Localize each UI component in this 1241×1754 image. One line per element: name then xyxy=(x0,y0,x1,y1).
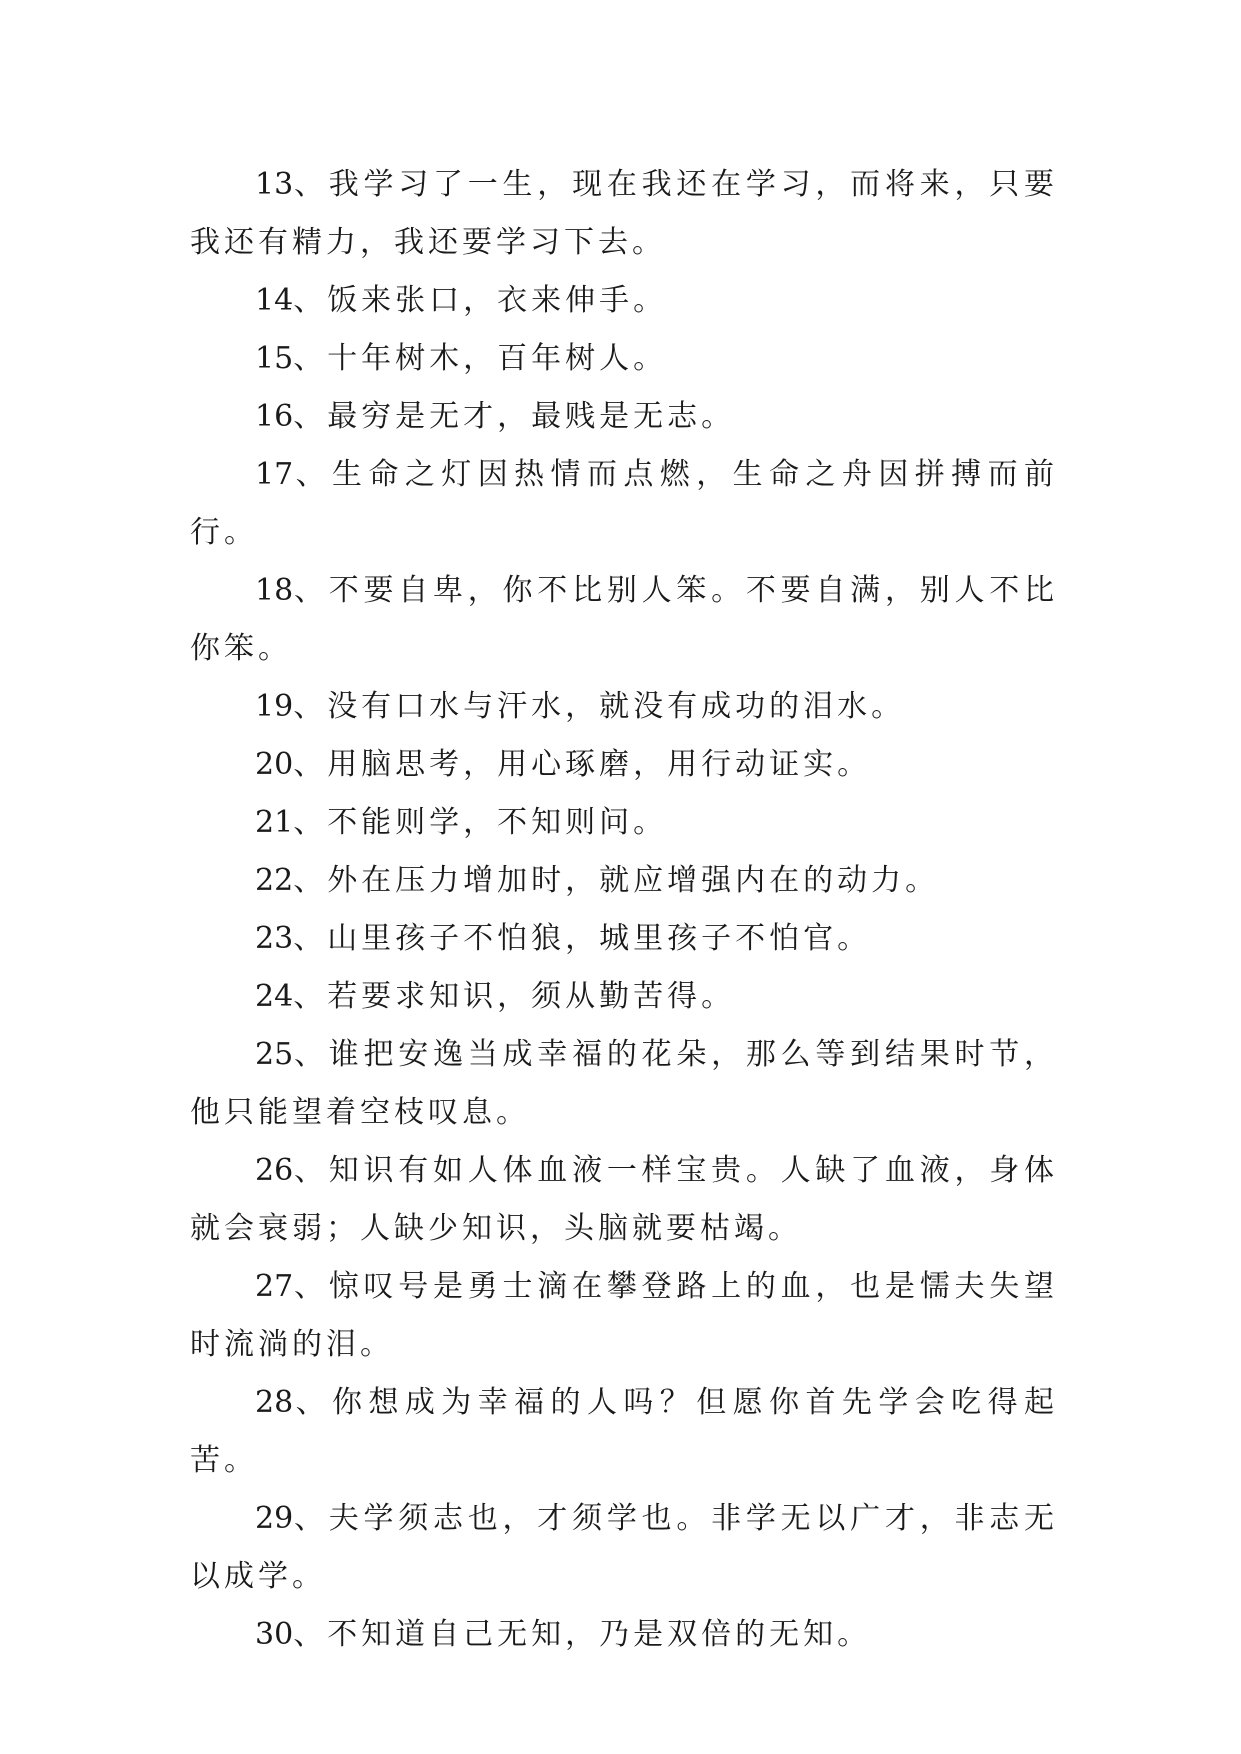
list-item: 16、最穷是无才，最贱是无志。 xyxy=(255,399,736,434)
item-text: 惊叹号是勇士滴在攀登路上的血，也是懦夫失望时流淌的泪。 xyxy=(190,1269,1059,1362)
list-item: 13、我学习了一生，现在我还在学习，而将来，只要我还有精力，我还要学习下去。 xyxy=(190,167,1059,260)
item-text: 不知道自己无知，乃是双倍的无知。 xyxy=(327,1617,872,1652)
list-item: 24、若要求知识，须从勤苦得。 xyxy=(255,979,736,1014)
list-item: 22、外在压力增加时，就应增强内在的动力。 xyxy=(255,863,940,898)
list-item: 25、谁把安逸当成幸福的花朵，那么等到结果时节，他只能望着空枝叹息。 xyxy=(190,1037,1059,1130)
item-text: 你想成为幸福的人吗？但愿你首先学会吃得起苦。 xyxy=(190,1385,1059,1478)
item-text: 十年树木，百年树人。 xyxy=(327,341,668,376)
item-text: 外在压力增加时，就应增强内在的动力。 xyxy=(327,863,940,898)
item-number: 19 xyxy=(255,689,294,724)
list-item: 21、不能则学，不知则问。 xyxy=(255,805,668,840)
item-number: 22 xyxy=(255,863,294,898)
item-number: 14 xyxy=(255,283,294,318)
item-number: 20 xyxy=(255,747,294,782)
item-number: 18 xyxy=(255,573,294,608)
item-text: 最穷是无才，最贱是无志。 xyxy=(327,399,736,434)
item-number: 30 xyxy=(255,1617,294,1652)
item-number: 26 xyxy=(255,1153,294,1188)
list-item: 19、没有口水与汗水，就没有成功的泪水。 xyxy=(255,689,906,724)
item-text: 谁把安逸当成幸福的花朵，那么等到结果时节，他只能望着空枝叹息。 xyxy=(190,1037,1059,1130)
item-text: 不能则学，不知则问。 xyxy=(327,805,668,840)
item-text: 不要自卑，你不比别人笨。不要自满，别人不比你笨。 xyxy=(190,573,1059,666)
item-text: 山里孩子不怕狼，城里孩子不怕官。 xyxy=(327,921,872,956)
item-number: 21 xyxy=(255,805,294,840)
item-number: 23 xyxy=(255,921,294,956)
item-number: 25 xyxy=(255,1037,294,1072)
item-text: 饭来张口，衣来伸手。 xyxy=(327,283,668,318)
item-text: 生命之灯因热情而点燃，生命之舟因拼搏而前行。 xyxy=(190,457,1059,550)
item-number: 17 xyxy=(255,457,294,492)
item-text: 知识有如人体血液一样宝贵。人缺了血液，身体就会衰弱；人缺少知识，头脑就要枯竭。 xyxy=(190,1153,1059,1246)
list-item: 15、十年树木，百年树人。 xyxy=(255,341,668,376)
list-item: 14、饭来张口，衣来伸手。 xyxy=(255,283,668,318)
item-number: 15 xyxy=(255,341,294,376)
list-item: 27、惊叹号是勇士滴在攀登路上的血，也是懦夫失望时流淌的泪。 xyxy=(190,1269,1059,1362)
list-item: 18、不要自卑，你不比别人笨。不要自满，别人不比你笨。 xyxy=(190,573,1059,666)
list-item: 30、不知道自己无知，乃是双倍的无知。 xyxy=(255,1617,872,1652)
item-text: 我学习了一生，现在我还在学习，而将来，只要我还有精力，我还要学习下去。 xyxy=(190,167,1059,260)
list-item: 20、用脑思考，用心琢磨，用行动证实。 xyxy=(255,747,872,782)
item-number: 13 xyxy=(255,167,294,202)
list-item: 23、山里孩子不怕狼，城里孩子不怕官。 xyxy=(255,921,872,956)
item-text: 用脑思考，用心琢磨，用行动证实。 xyxy=(327,747,872,782)
item-number: 28 xyxy=(255,1385,294,1420)
list-item: 26、知识有如人体血液一样宝贵。人缺了血液，身体就会衰弱；人缺少知识，头脑就要枯竭。 xyxy=(190,1153,1059,1246)
item-text: 夫学须志也，才须学也。非学无以广才，非志无以成学。 xyxy=(190,1501,1059,1594)
item-text: 没有口水与汗水，就没有成功的泪水。 xyxy=(327,689,906,724)
item-text: 若要求知识，须从勤苦得。 xyxy=(327,979,736,1014)
item-number: 27 xyxy=(255,1269,294,1304)
list-item: 28、你想成为幸福的人吗？但愿你首先学会吃得起苦。 xyxy=(190,1385,1059,1478)
item-number: 24 xyxy=(255,979,294,1014)
document-body xyxy=(190,156,1058,1664)
item-number: 16 xyxy=(255,399,294,434)
list-item: 17、生命之灯因热情而点燃，生命之舟因拼搏而前行。 xyxy=(190,457,1059,550)
list-item: 29、夫学须志也，才须学也。非学无以广才，非志无以成学。 xyxy=(190,1501,1059,1594)
item-number: 29 xyxy=(255,1501,294,1536)
